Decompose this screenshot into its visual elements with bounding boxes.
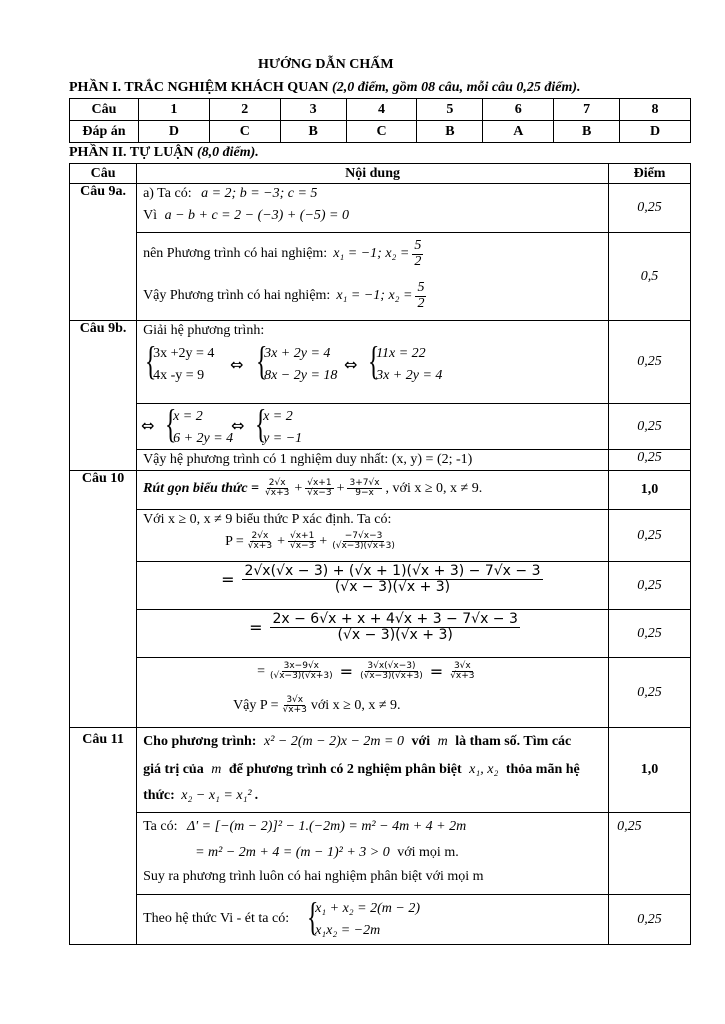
score-cell: 1,0 (609, 728, 691, 813)
q10-content-2: = $\frac{2√x(√x - 3) + (√x + 1)(√x + 3) - 7√x - 3}{(√x - 3)(√x + 3)}$ (137, 562, 609, 610)
q11-row-1 (70, 813, 691, 895)
q9b-eq: x = 2 (173, 409, 203, 424)
q9b-label (70, 321, 137, 471)
grading-table (69, 163, 691, 945)
answer-table-label: Câu (70, 99, 139, 121)
q9a-row-1 (70, 184, 691, 233)
q9a-coefficients: a = 2; b = −3; c = 5 (201, 186, 318, 201)
q11-content-1 (137, 813, 609, 895)
part1-heading-text: PHẦN I. TRẮC NGHIỆM KHÁCH QUAN (69, 80, 329, 95)
answer-cell: A (483, 121, 554, 143)
q11-task-3e: . (254, 788, 259, 803)
answer-table-answer-row (70, 121, 691, 143)
answer-table-question-row (70, 99, 691, 121)
q11-equation: x² − 2(m − 2)x − 2m = 0 (263, 734, 404, 749)
q9b-row-1 (70, 321, 691, 404)
q11-row-2 (70, 895, 691, 945)
fraction: $\frac{√x+1}{√x-3}$ (289, 531, 315, 552)
q11-task-1b: với (411, 734, 431, 749)
q9a-content-1 (137, 184, 609, 233)
q11-vieta: x₁ + x₂ = 2(m − 2) (315, 901, 421, 916)
q11-m: m (437, 734, 448, 749)
fraction: $\frac{5}{2}$ (414, 238, 422, 269)
question-number: 5 (417, 99, 483, 121)
fraction: $\frac{3√x(√x-3)}{(√x-3)(√x+3)}$ (360, 661, 423, 682)
q11-line4: Theo hệ thức Vi - ét ta có: (143, 911, 290, 926)
score-cell: 0,25 (609, 813, 691, 895)
q9b-line1: Giải hệ phương trình: (143, 323, 265, 338)
part2-heading-text: PHẦN II. TỰ LUẬN (69, 145, 194, 160)
score-cell: 0,5 (609, 233, 691, 321)
q11-task-2a: giá trị của (143, 762, 204, 777)
q11-condition: x₂ − x₁ = x₁² (181, 788, 252, 803)
answer-cell: D (620, 121, 691, 143)
answer-table-label: Đáp án (70, 121, 139, 143)
q10-row-1 (70, 510, 691, 562)
equivalent-icon: ⇔ (141, 416, 155, 435)
fraction: $\frac{2√x}{√x+3}$ (247, 531, 273, 552)
score-cell: 0,25 (609, 895, 691, 945)
q9b-eq: 11x = 22 (376, 346, 426, 361)
brace-icon: { (306, 894, 319, 939)
q9a-content-2 (137, 233, 609, 321)
score-cell: 0,25 (609, 450, 691, 471)
q9b-eq: 4x -y = 9 (153, 368, 205, 383)
q9b-eq: 3x +2y = 4 (153, 346, 215, 361)
answer-cell: B (280, 121, 346, 143)
header-content: Nội dung (137, 164, 609, 184)
q11-line2b: với mọi m. (397, 845, 459, 860)
score-cell: 1,0 (609, 471, 691, 510)
score-cell: 0,25 (609, 510, 691, 562)
fraction: $\frac{√x+1}{√x-3}$ (307, 478, 332, 499)
q10-content-1: Với x ≥ 0, x ≠ 9 biểu thức P xác định. Ta có: P = $\frac{2√x}{√x+3}$ + $\frac{√x+1}{√x-3}$ + $\frac{-7√x-3}{(√x-3)(√x+3)}$ (137, 510, 609, 562)
question-number: 2 (209, 99, 280, 121)
fraction: $\frac{5}{2}$ (417, 280, 425, 311)
q10-task-text: Rút gọn biểu thức = (143, 480, 260, 496)
q9a-line2: Vì (143, 208, 158, 223)
q9b-content-2 (137, 401, 609, 450)
q9b-eq: 3x + 2y = 4 (264, 346, 331, 361)
q9a-row-2 (70, 233, 691, 321)
q10-row-3 (70, 610, 691, 658)
fraction: $\frac{-7√x-3}{(√x-3)(√x+3)}$ (332, 531, 395, 552)
q9a-label-text: Câu 9a. (80, 184, 126, 199)
brace-icon: { (255, 338, 268, 383)
page-title: HƯỚNG DẪN CHẤM (258, 57, 394, 72)
q9b-eq: y = −1 (263, 431, 303, 446)
q9b-content-3 (137, 450, 609, 471)
fraction: $\frac{2√x(√x - 3) + (√x + 1)(√x + 3) - 7√x - 3}{(√x - 3)(√x + 3)}$ (244, 563, 541, 595)
q10-row-2 (70, 562, 691, 610)
q11-row-task (70, 728, 691, 813)
q11-task-3a: thức: (143, 788, 175, 803)
q11-line1: Ta có: (143, 819, 178, 834)
q9b-eq: 6 + 2y = 4 (173, 431, 234, 446)
score-cell: 0,25 (609, 610, 691, 658)
q11-label-text: Câu 11 (82, 732, 124, 747)
q9a-line4: Vậy Phương trình có hai nghiệm: (143, 288, 331, 304)
brace-icon: { (367, 338, 380, 383)
q10-task: Rút gọn biểu thức = $\frac{2√x}{√x+3}$ + $\frac{√x+1}{√x-3}$ + $\frac{3+7√x}{9-x}$ , với x ≥ 0, x ≠ 9. (137, 471, 609, 510)
q10-content-4: = $\frac{3x-9√x}{(√x-3)(√x+3)}$ = $\frac{3√x(√x-3)}{(√x-3)(√x+3)}$ = $\frac{3√x}{√x+3}$ Vậy P = $\frac{3√x}{√x+3}$ với x ≥ 0, x ≠ 9. (137, 658, 609, 728)
part1-heading (69, 80, 581, 96)
q9b-label-text: Câu 9b. (79, 321, 127, 336)
fraction: $\frac{2√x}{√x+3}$ (265, 478, 290, 499)
q9b-conclusion: Vậy hệ phương trình có 1 nghiệm duy nhất: (x, y) = (2; -1) (143, 452, 473, 467)
q10-row-4 (70, 658, 691, 728)
q10-p: P = (225, 533, 244, 549)
question-number: 3 (280, 99, 346, 121)
q11-task (137, 728, 609, 813)
answer-table (69, 98, 691, 143)
part2-heading-note: (8,0 điểm). (196, 145, 259, 160)
answer-cell: C (346, 121, 417, 143)
brace-icon: { (144, 338, 157, 383)
question-number: 7 (554, 99, 620, 121)
q10-conclusion-a: Vậy P = (233, 697, 279, 713)
q10-conclusion-b: với x ≥ 0, x ≠ 9. (310, 697, 401, 713)
q11-discriminant: Δ' = [−(m − 2)]² − 1.(−2m) = m² − 4m + 4 + 2m (186, 819, 467, 834)
question-number: 1 (139, 99, 210, 121)
brace-icon: { (164, 401, 177, 446)
q10-condition: , với x ≥ 0, x ≠ 9. (385, 480, 483, 496)
q11-roots: x₁, x₂ (469, 762, 499, 777)
fraction: $\frac{2x - 6√x + x + 4√x + 3 - 7√x - 3}{(√x - 3)(√x + 3)}$ (272, 611, 518, 643)
fraction: $\frac{3x-9√x}{(√x-3)(√x+3)}$ (269, 661, 333, 682)
q10-label (70, 471, 137, 728)
q11-vieta: x₁x₂ = −2m (315, 923, 381, 938)
q11-content-2 (137, 895, 609, 945)
answer-cell: B (554, 121, 620, 143)
score-cell: 0,25 (609, 184, 691, 233)
q9b-row-3 (70, 450, 691, 471)
fraction: $\frac{3√x}{√x+3}$ (282, 695, 307, 716)
q9a-label (70, 184, 137, 321)
question-number: 4 (346, 99, 417, 121)
q10-line1: Với x ≥ 0, x ≠ 9 biểu thức P xác định. Ta có: (143, 512, 392, 527)
grading-table-header (70, 164, 691, 184)
q11-line3: Suy ra phương trình luôn có hai nghiệm phân biệt với mọi m (143, 869, 484, 884)
q9b-eq: 3x + 2y = 4 (376, 368, 443, 383)
equivalent-icon: ⇔ (230, 355, 244, 374)
equivalent-icon: ⇔ (231, 416, 245, 435)
q9b-row-2 (70, 404, 691, 450)
score-cell: 0,25 (609, 321, 691, 404)
header-score: Điểm (609, 164, 691, 184)
fraction: $\frac{3+7√x}{9-x}$ (349, 478, 380, 499)
q9b-content-1 (137, 321, 609, 404)
q10-label-text: Câu 10 (81, 471, 125, 486)
score-cell: 0,25 (609, 404, 691, 450)
q11-task-1: Cho phương trình: (143, 734, 257, 749)
answer-cell: B (417, 121, 483, 143)
brace-icon: { (254, 401, 267, 446)
fraction: $\frac{3√x}{√x+3}$ (450, 661, 475, 682)
header-question: Câu (70, 164, 137, 184)
part1-heading-note: (2,0 điểm, gồm 08 câu, mỗi câu 0,25 điểm). (332, 80, 581, 95)
q9a-roots-2: x₁ = −1; x₂ = (336, 288, 413, 304)
q9a-check: a − b + c = 2 − (−3) + (−5) = 0 (164, 208, 350, 223)
answer-cell: D (139, 121, 210, 143)
q9b-eq: x = 2 (263, 409, 293, 424)
q11-task-2c: để phương trình có 2 nghiệm phân biệt (228, 762, 462, 777)
score-cell: 0,25 (609, 658, 691, 728)
q9a-line3: nên Phương trình có hai nghiệm: (143, 246, 328, 262)
q11-label (70, 728, 137, 945)
q9a-line1: a) Ta có: (143, 186, 192, 201)
q11-m: m (211, 762, 222, 777)
question-number: 8 (620, 99, 691, 121)
q10-row-task (70, 471, 691, 510)
q11-discriminant-2: = m² − 2m + 4 = (m − 1)² + 3 > 0 (195, 845, 390, 860)
question-number: 6 (483, 99, 554, 121)
q9b-eq: 8x − 2y = 18 (264, 368, 338, 383)
q11-task-1d: là tham số. Tìm các (455, 734, 572, 749)
q10-content-3: = $\frac{2x - 6√x + x + 4√x + 3 - 7√x - 3}{(√x - 3)(√x + 3)}$ (137, 610, 609, 658)
q11-task-2e: thỏa mãn hệ (505, 762, 580, 777)
part2-heading (69, 145, 259, 161)
equivalent-icon: ⇔ (344, 355, 358, 374)
q9a-roots-1: x₁ = −1; x₂ = (333, 246, 410, 262)
answer-cell: C (209, 121, 280, 143)
score-cell: 0,25 (609, 562, 691, 610)
